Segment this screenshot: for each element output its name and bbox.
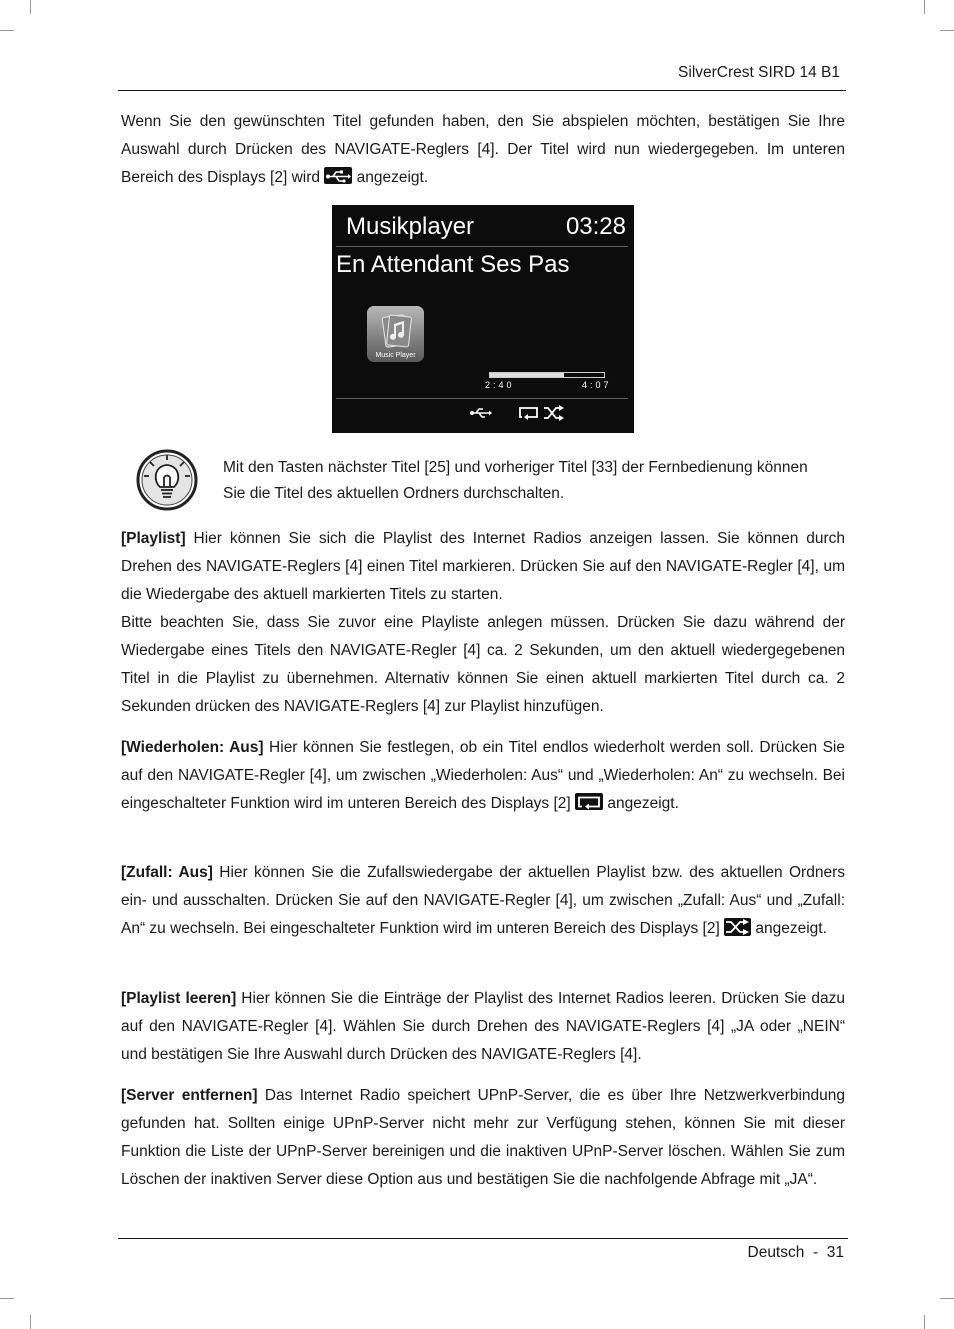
- display-track-title: En Attendant Ses Pas: [336, 251, 570, 278]
- shuffle-after-text: angezeigt.: [755, 920, 827, 937]
- intro-paragraph: [121, 108, 845, 192]
- tip-text: Mit den Tasten nächster Titel [25] und vorheriger Titel [33] der Fernbedienung können Sie die Titel des aktuellen Ordners durchschalten.: [223, 459, 808, 502]
- playlist-note-paragraph: Bitte beachten Sie, dass Sie zuvor eine Playliste anlegen müssen. Drücken Sie dazu während der Wiedergabe eines Titels den NAVIGATE-Regler [4] ca. 2 Sekunden, um den aktuell wiedergegebenen Titel in die Playlist zu übernehmen. Alternativ können Sie einen aktuell markierten Titel durch ca. 2 Sekunden drücken des NAVIGATE-Reglers [4] zur Playlist hinzufügen.: [121, 614, 845, 715]
- display-title: Musikplayer: [346, 213, 475, 240]
- repeat-icon: [575, 793, 603, 810]
- crop-mark: [940, 1298, 954, 1299]
- elapsed-time: 2:40: [485, 380, 515, 390]
- usb-icon: [324, 167, 352, 184]
- music-player-label: Music Player: [375, 352, 416, 359]
- remove-server-paragraph: [121, 1082, 845, 1194]
- intro-after-text: angezeigt.: [356, 169, 429, 186]
- crop-mark: [30, 0, 31, 14]
- shuffle-paragraph: [121, 859, 845, 943]
- crop-mark: [0, 1298, 14, 1299]
- shuffle-text: Hier können Sie die Zufallswiedergabe der aktuellen Playlist bzw. des aktuellen Ordners ein- und ausschalten. Drücken Sie auf den NAVIGATE-Regler [4], um zwischen „Zufall: Aus“ und „Zufall: An“ zu wechseln. Bei eingeschalteter Funktion wird im unteren Bereich des Displays [2]: [121, 864, 845, 937]
- progress-fill: [490, 373, 564, 377]
- repeat-label: [Wiederholen: Aus]: [121, 739, 264, 756]
- page-header-title: SilverCrest SIRD 14 B1: [678, 64, 840, 81]
- playlist-text: Hier können Sie sich die Playlist des Internet Radios anzeigen lassen. Sie können durch Drehen des NAVIGATE-Reglers [4] einen Titel markieren. Drücken Sie auf den NAVIGATE-Regler [4], um die Wiedergabe des aktuell markierten Titels zu starten.: [121, 530, 845, 603]
- crop-mark: [940, 30, 954, 31]
- repeat-after-text: angezeigt.: [607, 795, 679, 812]
- lightbulb-icon: [136, 449, 198, 511]
- intro-text: Wenn Sie den gewünschten Titel gefunden haben, den Sie abspielen möchten, bestätigen Sie Ihre Auswahl durch Drücken des NAVIGATE-Reglers [4]. Der Titel wird nun wiedergegeben. Im unteren Bereich des Displays [2] wird: [121, 113, 845, 186]
- playlist-paragraph: [121, 525, 845, 609]
- clear-playlist-label: [Playlist leeren]: [121, 990, 237, 1007]
- repeat-icon: [518, 405, 540, 426]
- crop-mark: [924, 1315, 925, 1329]
- repeat-paragraph: [121, 734, 845, 818]
- usb-icon: [469, 405, 493, 426]
- shuffle-icon: [724, 918, 751, 936]
- footer-divider: [118, 1238, 848, 1239]
- shuffle-label: [Zufall: Aus]: [121, 864, 213, 881]
- display-screenshot: [332, 205, 634, 433]
- repeat-text: Hier können Sie festlegen, ob ein Titel endlos wiederholt werden soll. Drücken Sie auf den NAVIGATE-Regler [4], um zwischen „Wiederholen: Aus“ und „Wiederholen: An“ zu wechseln. Bei eingeschalteter Funktion wird im unteren Bereich des Displays [2]: [121, 739, 845, 812]
- shuffle-icon: [543, 405, 565, 426]
- page-footer: Deutsch - 31: [747, 1244, 844, 1261]
- music-player-icon: [367, 306, 424, 362]
- progress-bar: [489, 372, 605, 378]
- display-time: 03:28: [565, 213, 626, 240]
- crop-mark: [924, 0, 925, 14]
- playlist-label: [Playlist]: [121, 530, 186, 547]
- total-time: 4:07: [582, 380, 612, 390]
- clear-playlist-paragraph: [121, 985, 845, 1069]
- remove-server-text: Das Internet Radio speichert UPnP-Server, die es über Ihre Netzwerkverbindung gefunden hat. Sollten einige UPnP-Server nicht mehr zur Verfügung stehen, können Sie mit dieser Funktion die Liste der UPnP-Server bereinigen und die inaktiven UPnP-Server löschen. Wählen Sie zum Löschen der inaktiven Server diese Option aus und bestätigen Sie die nachfolgende Abfrage mit „JA“.: [121, 1087, 846, 1188]
- remove-server-label: [Server entfernen]: [121, 1087, 258, 1104]
- display-divider: [336, 398, 628, 399]
- display-divider: [336, 246, 628, 247]
- crop-mark: [0, 30, 14, 31]
- clear-playlist-text: Hier können Sie die Einträge der Playlist des Internet Radios leeren. Drücken Sie dazu auf den NAVIGATE-Regler [4]. Wählen Sie durch Drehen des NAVIGATE-Reglers [4] „JA oder „NEIN“ und bestätigen Sie Ihre Auswahl durch Drücken des NAVIGATE-Reglers [4].: [121, 990, 845, 1063]
- crop-mark: [30, 1315, 31, 1329]
- header-divider: [118, 90, 846, 91]
